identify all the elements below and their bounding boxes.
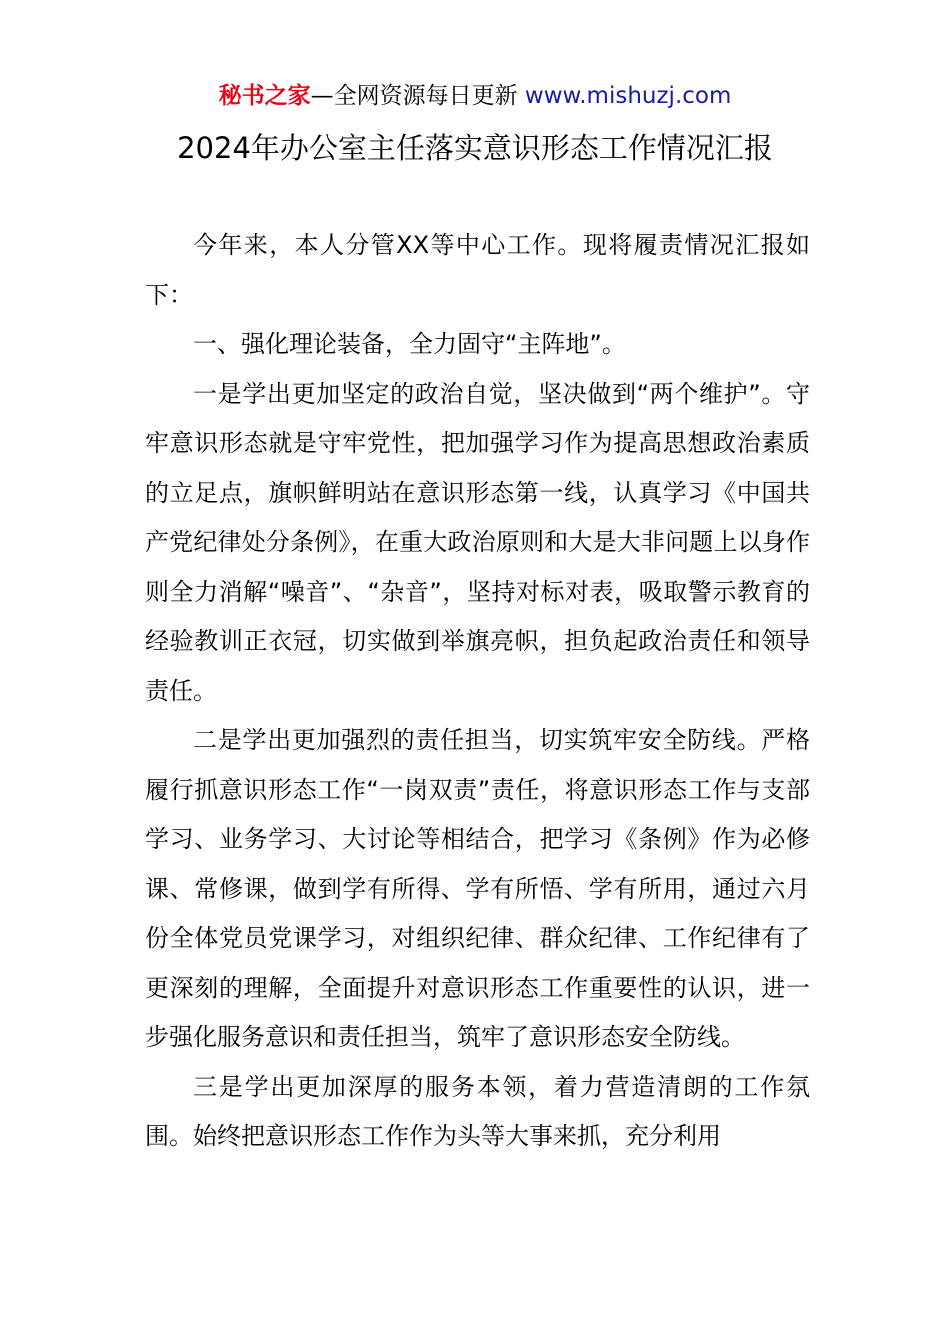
site-url-link[interactable]: www.mishuzj.com: [524, 83, 732, 109]
paragraph-point-3: 三是学出更加深厚的服务本领，着力营造清朗的工作氛围。始终把意识形态工作作为头等大事来抓，充分利用: [145, 1072, 810, 1150]
site-header: [0, 80, 950, 112]
document-body: [145, 221, 810, 1162]
section-heading-1: 一、强化理论装备，全力固守“主阵地”。: [193, 330, 626, 358]
paragraph-point-1: 一是学出更加坚定的政治自觉，坚决做到“两个维护”。守牢意识形态就是守牢党性，把加强学习作为提高思想政治素质的立足点，旗帜鲜明站在意识形态第一线，认真学习《中国共产党纪律处分条例》，在重大政治原则和大是大非问题上以身作则全力消解“噪音”、“杂音”，坚持对标对表，吸取警示教育的经验教训正衣冠，切实做到举旗亮帜，担负起政治责任和领导责任。: [145, 379, 810, 705]
site-tagline: —全网资源每日更新: [310, 83, 525, 109]
paragraph-point-2: 二是学出更加强烈的责任担当，切实筑牢安全防线。严格履行抓意识形态工作“一岗双责”责任，将意识形态工作与支部学习、业务学习、大讨论等相结合，把学习《条例》作为必修课、常修课，做到学有所得、学有所悟、学有所用，通过六月份全体党员党课学习，对组织纪律、群众纪律、工作纪律有了更深刻的理解，全面提升对意识形态工作重要性的认识，进一步强化服务意识和责任担当，筑牢了意识形态安全防线。: [145, 726, 810, 1051]
paragraph-intro: 今年来，本人分管XX等中心工作。现将履责情况汇报如下：: [145, 231, 810, 309]
document-title: 2024年办公室主任落实意识形态工作情况汇报: [177, 131, 773, 165]
site-brand: 秘书之家: [218, 83, 311, 109]
